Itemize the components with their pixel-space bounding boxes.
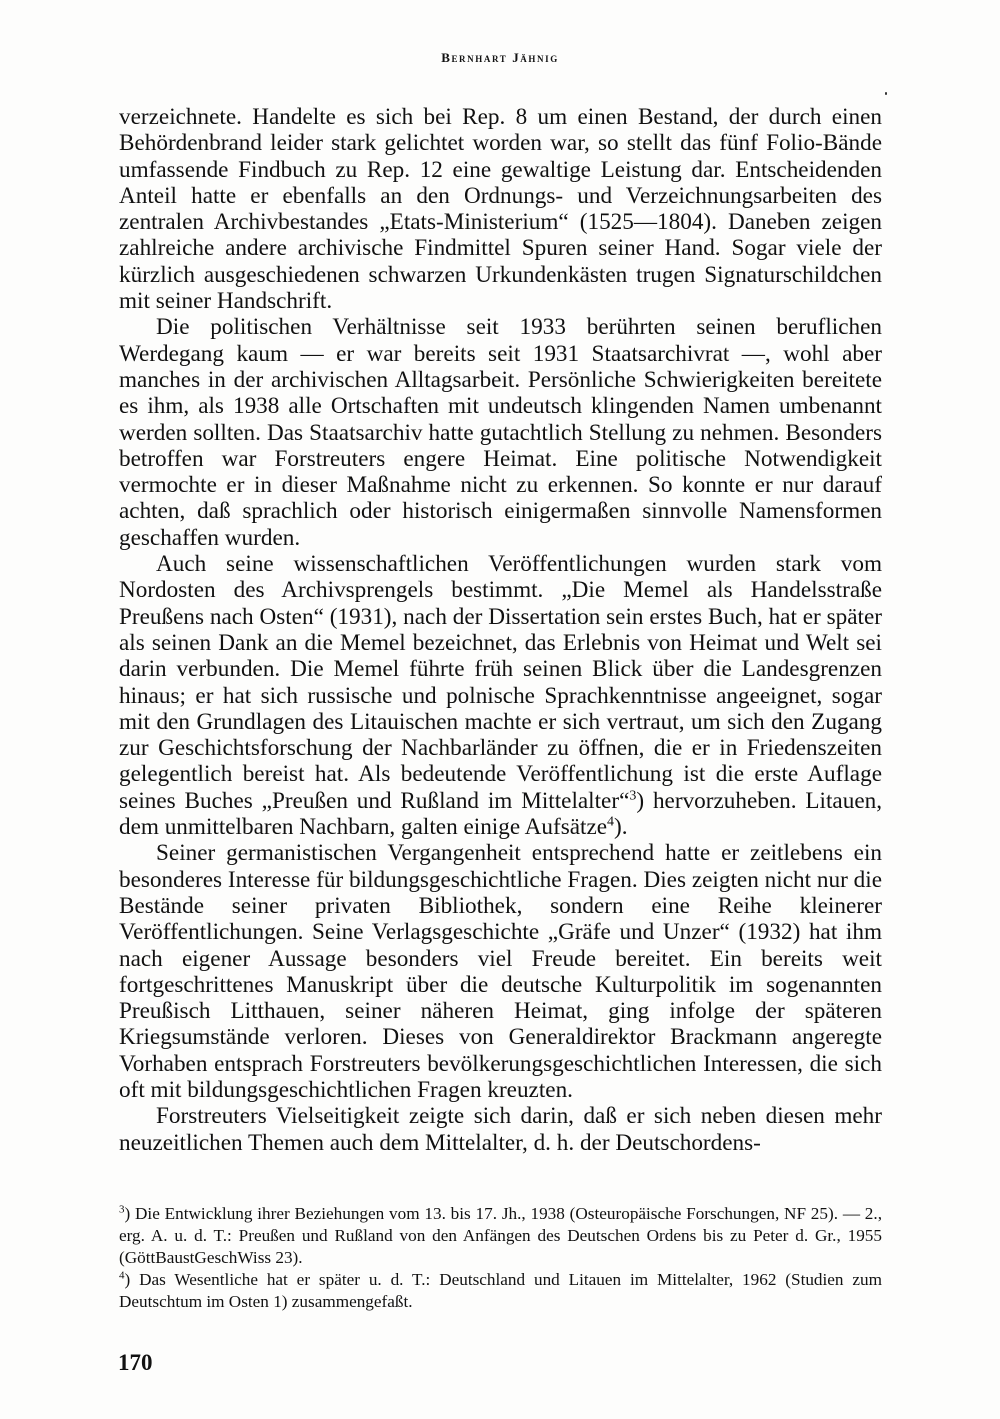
paragraph-2: Die politischen Verhältnisse seit 1933 berührten seinen beruflichen Werdegang kaum — er war bereits seit 1931 Staatsarchivrat —, wohl aber manches in der archivischen Alltagsarbeit. Persönliche Schwierigkeiten bereitete es ihm, als 1938 alle Ortschaften mit undeutsch klingenden Namen umbenannt werden sollten. Das Staatsarchiv hatte gutachtlich Stellung zu nehmen. Besonders betroffen war Forstreuters engere Heimat. Eine politische Notwendigkeit vermochte er in dieser Maßnahme nicht zu erkennen. So konnte er nur darauf achten, daß sprachlich oder historisch einigermaßen sinnvolle Namensformen geschaffen wurden. [119, 314, 882, 551]
body-text [119, 104, 882, 1156]
paragraph-3-continued: ) hervorzuheben. Litauen, dem unmittelbaren Nachbarn, galten einige Aufsätze [119, 787, 882, 841]
footnote-text: ) Das Wesentliche hat er später u. d. T.: Deutschland und Litauen im Mittelalter, 1962 (Studien zum Deutschtum im Osten 1) zusammengefaßt. [119, 1270, 882, 1311]
footnote-marker: 4 [119, 1269, 125, 1282]
paragraph-3-end: ). [614, 814, 628, 841]
footnote-3 [119, 1203, 882, 1269]
paragraph-4: Seiner germanistischen Vergangenheit entsprechend hatte er zeitlebens ein besonderes Interesse für bildungsgeschichtliche Fragen. Dies zeigten nicht nur die Bestände seiner privaten Bibliothek, sondern eine Reihe kleinerer Veröffentlichungen. Seine Verlagsgeschichte „Gräfe und Unzer“ (1932) hat ihm nach eigener Aussage besonders viel Freude bereitet. Ein bereits weit fortgeschrittenes Manuskript über die deutsche Kulturpolitik im sogenannten Preußisch Litthauen, seiner näheren Heimat, ging infolge der späteren Kriegsumstände verloren. Dieses von Generaldirektor Brackmann angeregte Vorhaben entsprach Forstreuters bevölkerungsgeschichtlichen Interessen, die sich oft mit bildungsgeschichtlichen Fragen kreuzten. [119, 840, 882, 1103]
paragraph-1: verzeichnete. Handelte es sich bei Rep. 8 um einen Bestand, der durch einen Behördenbrand leider stark gelichtet worden war, so stellt das fünf Folio-Bände umfassende Findbuch zu Rep. 12 eine gewaltige Leistung dar. Entscheidenden Anteil hatte er ebenfalls an den Ordnungs- und Verzeichnungsarbeiten des zentralen Archivbestandes „Etats-Ministerium“ (1525—1804). Daneben zeigen zahlreiche andere archivische Findmittel Spuren seiner Hand. Sogar viele der kürzlich ausgeschiedenen schwarzen Urkundenkästen trugen Signaturschildchen mit seiner Handschrift. [119, 104, 882, 315]
footnote-marker: 3 [119, 1203, 125, 1216]
footnote-ref-3: 3 [629, 787, 637, 803]
paragraph-5: Forstreuters Vielseitigkeit zeigte sich darin, daß er sich neben diesen mehr neuzeitlichen Themen auch dem Mittelalter, d. h. der Deutschordens- [119, 1103, 882, 1156]
footnotes [119, 1203, 882, 1313]
footnote-ref-4: 4 [607, 814, 615, 830]
footnote-text: ) Die Entwicklung ihrer Beziehungen vom 13. bis 17. Jh., 1938 (Osteuropäische Forschungen, NF 25). — 2., erg. A. u. d. T.: Preußen und Rußland von den Anfängen des Deutschen Ordens bis zu Peter d. Gr., 1955 (GöttBaustGeschWiss 23). [119, 1204, 882, 1267]
paragraph-3-text: Auch seine wissenschaftlichen Veröffentlichungen wurden stark vom Nordosten des Archivsprengels bestimmt. „Die Memel als Handelsstraße Preußens nach Osten“ (1931), nach der Dissertation sein erstes Buch, hat er später als seinen Dank an die Memel bezeichnet, das Erlebnis von Heimat und Welt sei darin verbunden. Die Memel führte früh seinen Blick über die Landesgrenzen hinaus; er hat sich russische und polnische Sprachkenntnisse angeeignet, sogar mit den Grundlagen des Litauischen machte er sich vertraut, um sich den Zugang zur Geschichtsforschung der Nachbarländer zu öffnen, die er in Friedenszeiten gelegentlich bereist hat. Als bedeutende Veröffentlichung ist die erste Auflage seines Buches „Preußen und Rußland im Mittelalter“ [119, 551, 882, 814]
footnote-4 [119, 1269, 882, 1313]
page-number: 170 [118, 1350, 153, 1375]
running-head: Bernhart Jähnig [441, 50, 559, 65]
scan-speck [885, 92, 887, 95]
paragraph-3 [119, 551, 882, 840]
